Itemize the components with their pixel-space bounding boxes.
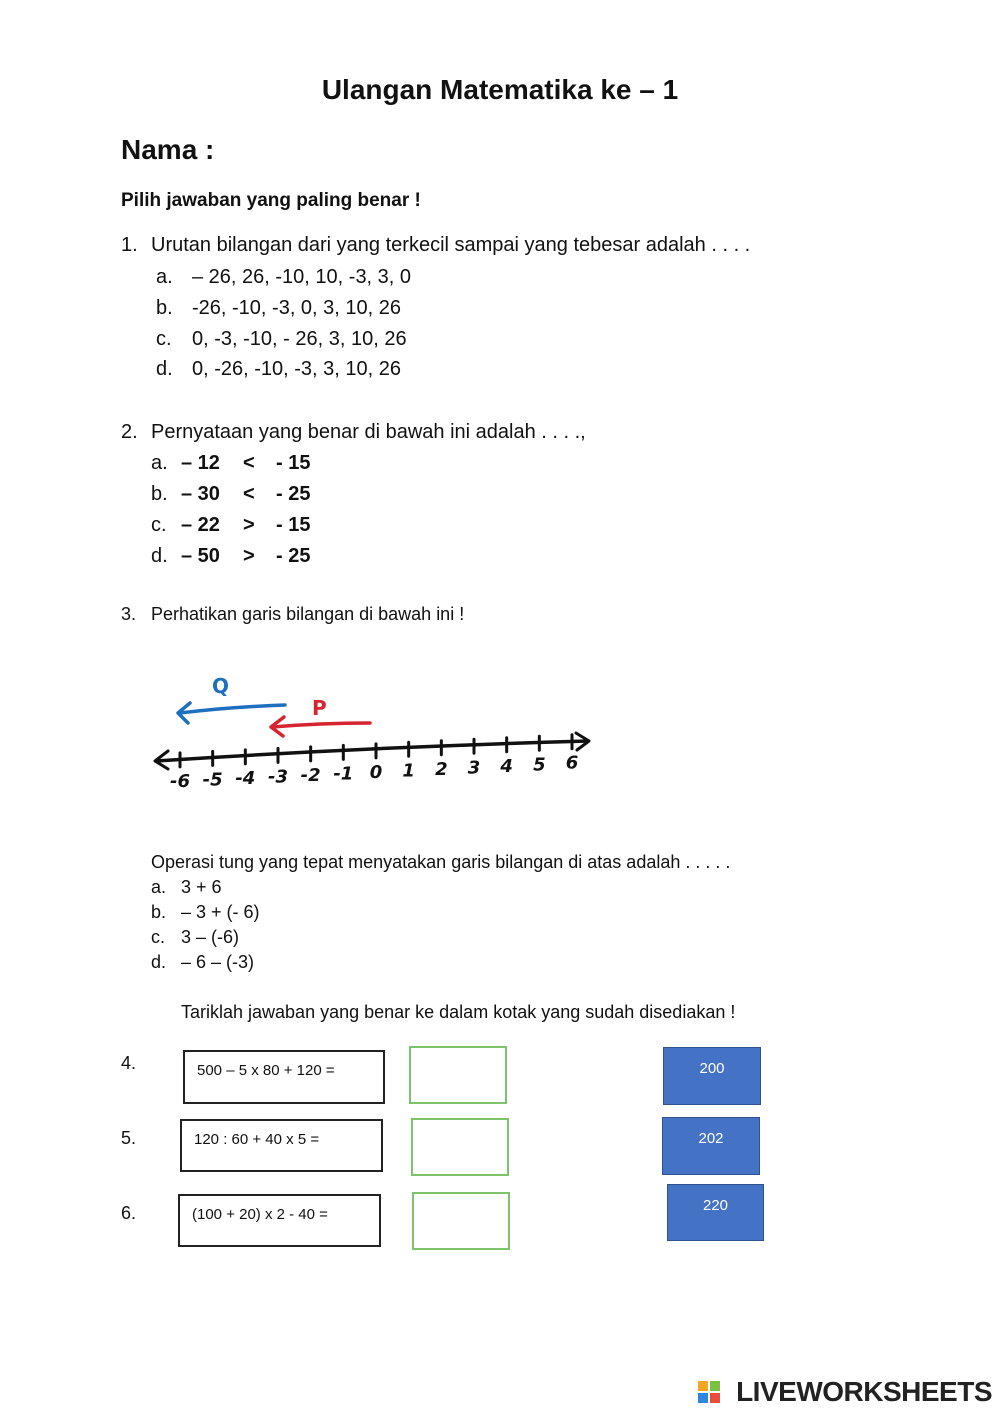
q1-option-b[interactable]: -26, -10, -3, 0, 3, 10, 26 [192,297,402,319]
q1-option-a-letter[interactable]: a. [156,266,173,288]
q3-option-c-letter[interactable]: c. [151,927,166,947]
answer-chip-202[interactable]: 202 [662,1117,760,1175]
q1-text: Urutan bilangan dari yang terkecil sampai yang tebesar adalah . . . . [151,234,751,256]
instruction: Pilih jawaban yang paling benar ! [121,190,421,211]
tick-label--5: -5 [202,769,223,791]
item-5-answer-box[interactable] [411,1118,509,1176]
q1-option-d[interactable]: 0, -26, -10, -3, 3, 10, 26 [192,358,402,380]
page-title: Ulangan Matematika ke – 1 [321,74,679,105]
q2-option-d-left[interactable]: – 50 [181,545,220,567]
q3-option-d-letter[interactable]: d. [151,952,167,972]
q2-option-b-right[interactable]: - 25 [276,483,311,505]
tick-label--4: -4 [235,767,256,789]
name-label: Nama : [121,134,215,165]
q2-option-b-left[interactable]: – 30 [181,483,220,505]
q3-option-b[interactable]: – 3 + (- 6) [181,902,260,922]
item-6-answer-box[interactable] [412,1192,510,1250]
item-5-number: 5. [121,1128,137,1148]
arrow-q-label: Q [212,674,230,698]
q2-option-c-letter[interactable]: c. [151,514,167,536]
q2-option-c-left[interactable]: – 22 [181,514,220,536]
tick-label--1: -1 [333,763,354,785]
q2-option-b-letter[interactable]: b. [151,483,168,505]
item-5-expression: 120 : 60 + 40 x 5 = [180,1119,383,1172]
q3-option-a-letter[interactable]: a. [151,877,167,897]
tick-label-2: 2 [435,758,448,780]
q2-option-d-letter[interactable]: d. [151,545,168,567]
q2-option-b-op[interactable]: < [243,483,255,505]
tick-label--2: -2 [300,764,321,786]
item-6-expression: (100 + 20) x 2 - 40 = [178,1194,381,1247]
q2-option-d-right[interactable]: - 25 [276,545,311,567]
arrow-p [271,696,370,736]
q2-option-a-right[interactable]: - 15 [276,452,311,474]
q2-text: Pernyataan yang benar di bawah ini adalah . . . ., [151,421,586,443]
q1-option-d-letter[interactable]: d. [156,358,173,380]
q2-option-a-left[interactable]: – 12 [181,452,220,474]
drag-instruction: Tariklah jawaban yang benar ke dalam kotak yang sudah disediakan ! [181,1002,736,1022]
q1-number: 1. [121,234,138,256]
arrow-p-label: P [312,696,327,720]
item-4-expression: 500 – 5 x 80 + 120 = [183,1050,385,1104]
q2-option-d-op[interactable]: > [243,545,255,567]
number-line-figure [140,665,610,805]
q1-option-c-letter[interactable]: c. [156,328,172,350]
tick-label-3: 3 [467,757,481,779]
liveworksheets-logo: LIVEWORKSHEETS [736,1376,992,1407]
q3-option-d[interactable]: – 6 – (-3) [181,952,255,972]
tick-label-0: 0 [369,761,383,783]
tick-label-1: 1 [402,760,415,782]
q2-number: 2. [121,421,138,443]
q1-option-c[interactable]: 0, -3, -10, - 26, 3, 10, 26 [192,328,407,350]
arrow-q [178,674,285,723]
tick-label--3: -3 [268,766,288,788]
tick-label-6: 6 [565,752,579,774]
answer-chip-200[interactable]: 200 [663,1047,761,1105]
tick-label-4: 4 [500,755,513,777]
q2-option-c-right[interactable]: - 15 [276,514,311,536]
tick-label-5: 5 [533,754,546,776]
item-4-answer-box[interactable] [409,1046,507,1104]
q3-text: Perhatikan garis bilangan di bawah ini ! [151,604,465,624]
q2-option-a-letter[interactable]: a. [151,452,168,474]
q2-option-c-op[interactable]: > [243,514,255,536]
axis-tick-labels [170,753,578,792]
answer-chip-220[interactable]: 220 [667,1184,764,1241]
q3-question: Operasi tung yang tepat menyatakan garis bilangan di atas adalah . . . . . [151,852,731,872]
item-4-number: 4. [121,1053,137,1073]
q3-option-b-letter[interactable]: b. [151,902,167,922]
q3-option-a[interactable]: 3 + 6 [181,877,222,897]
q3-option-c[interactable]: 3 – (-6) [181,927,240,947]
q2-option-a-op[interactable]: < [243,452,255,474]
tick-label--6: -6 [170,770,190,792]
q1-option-a[interactable]: – 26, 26, -10, 10, -3, 3, 0 [192,266,412,288]
item-6-number: 6. [121,1203,137,1223]
q3-number: 3. [121,604,137,624]
liveworksheets-logo-icon [698,1381,720,1403]
q1-option-b-letter[interactable]: b. [156,297,173,319]
